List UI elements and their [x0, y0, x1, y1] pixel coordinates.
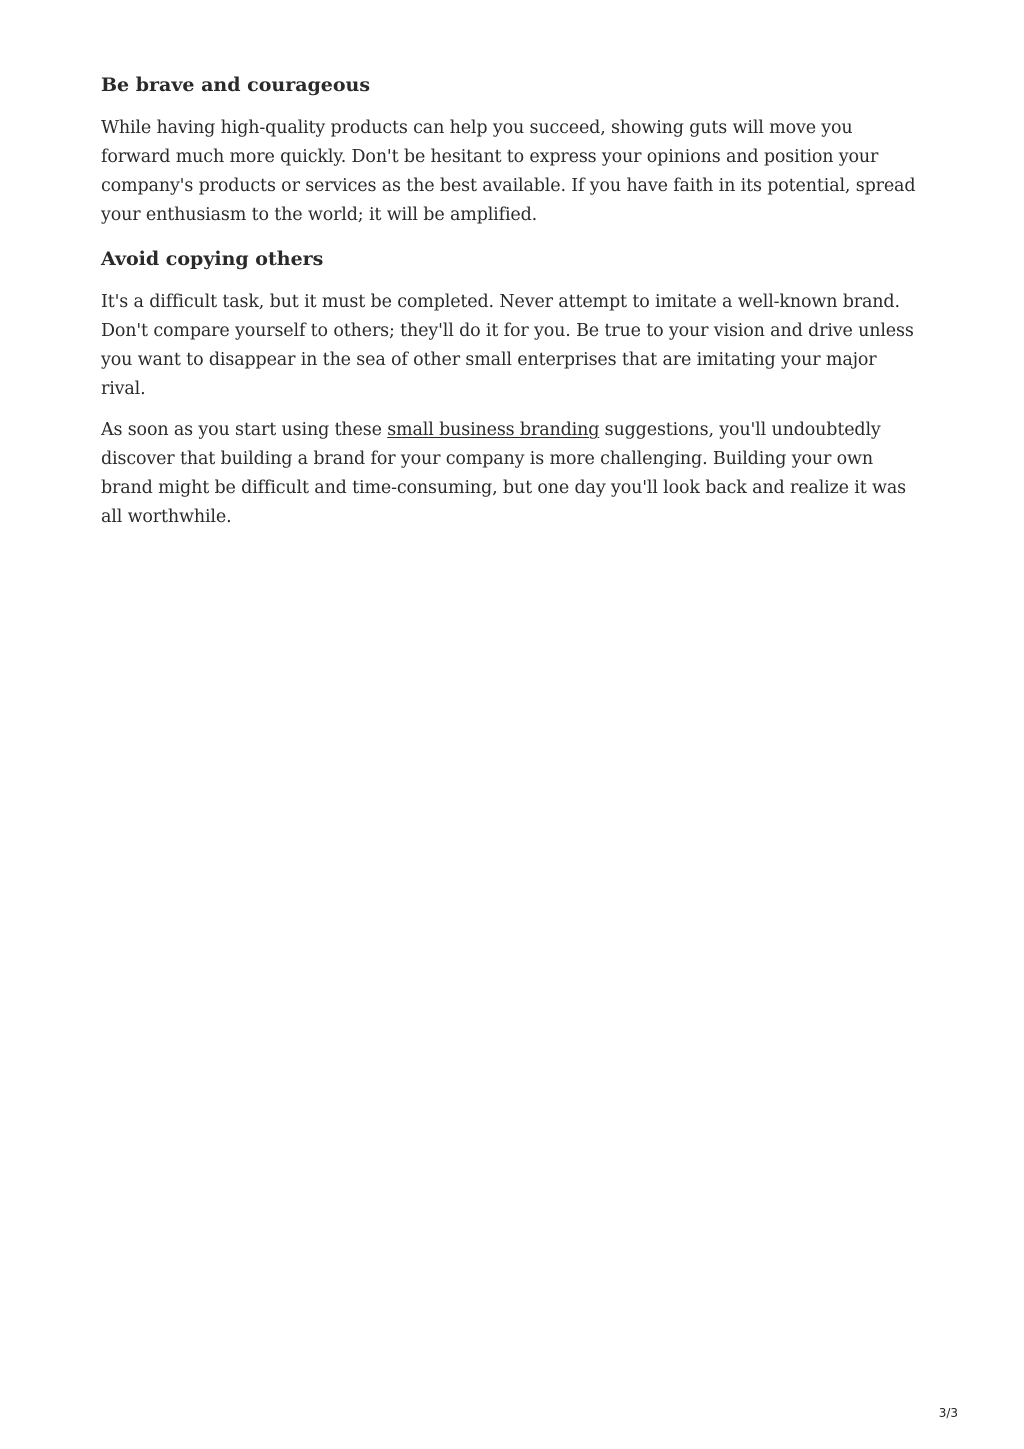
- paragraph-be-brave: While having high-quality products can help you succeed, showing guts will move you forward much more quickly. Don't be hesitant to express your opinions and position your company's products or services as the best available. If you have faith in its potential, spread your enthusiasm to the world; it will be amplified.: [101, 118, 916, 225]
- closing-text-before-link: As soon as you start using these: [101, 420, 388, 440]
- page-number: 3/3: [938, 1406, 958, 1420]
- paragraph-avoid-copying: It's a difficult task, but it must be completed. Never attempt to imitate a well-known brand. Don't compare yourself to others; they'll do it for you. Be true to your vision and drive unless you want to disappear in the sea of other small enterprises that are imitating your major rival.: [101, 292, 914, 399]
- document-page: [101, 68, 921, 544]
- section-heading-be-brave: Be brave and courageous: [101, 74, 371, 96]
- section-be-brave: [101, 68, 921, 230]
- closing-paragraph: [101, 416, 921, 532]
- section-avoid-copying: [101, 242, 921, 404]
- section-heading-avoid-copying: Avoid copying others: [101, 248, 324, 270]
- small-business-branding-link[interactable]: small business branding: [387, 420, 600, 440]
- closing-text-after-link: suggestions, you'll undoubtedly discover that building a brand for your company is more challenging. Building your own brand might be difficult and time-consuming, but one day you'll look back and realize it was all worthwhile.: [101, 420, 906, 527]
